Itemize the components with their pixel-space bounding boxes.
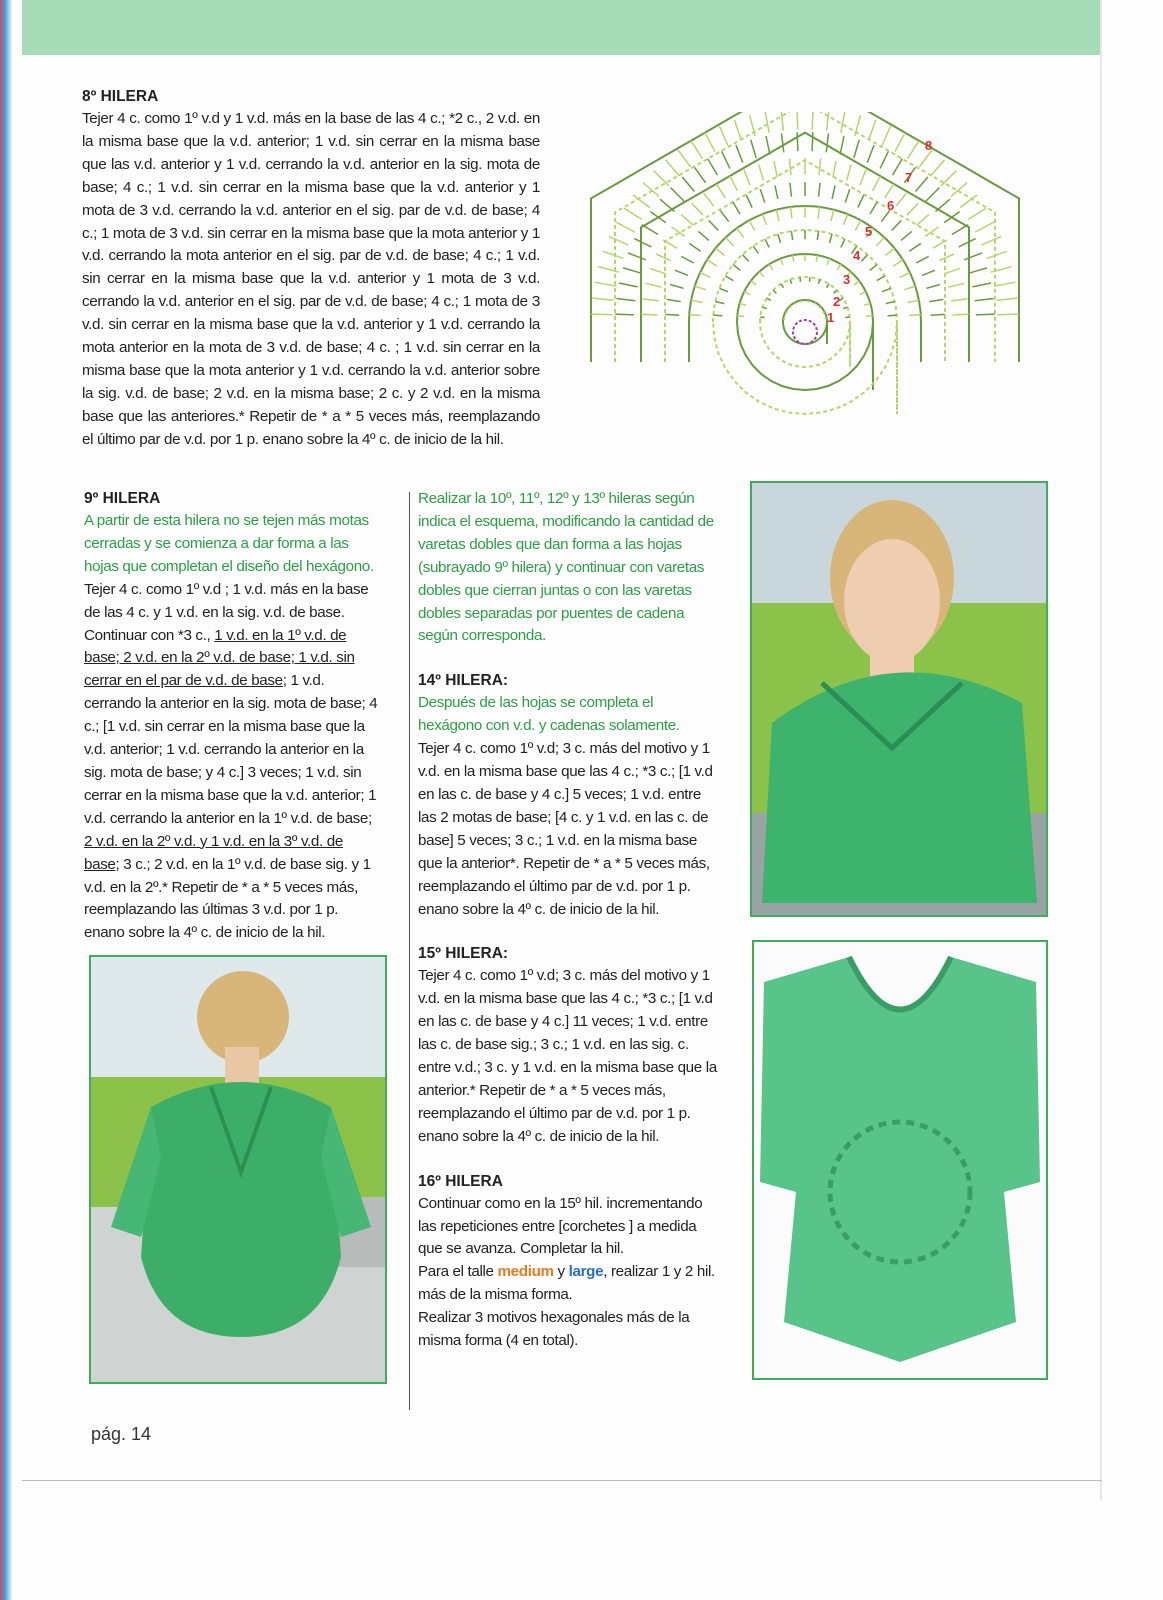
- diagram-stitch: [769, 264, 773, 270]
- diagram-stitch: [760, 189, 765, 202]
- row16-title: 16º HILERA: [418, 1172, 503, 1190]
- diagram-stitch: [726, 237, 734, 246]
- diagram-stitch: [642, 225, 658, 235]
- diagram-stitch: [959, 239, 976, 247]
- row14-text: Tejer 4 c. como 1º v.d; 3 c. más del motivo y 1 v.d. en la misma base que las 4 c.; *3 c.; [1 v.d en las c. de base y 4 c.] 5 veces; 1 v.d. entre las 2 motas de base; [4 c. y 1 v.d. en las c. de base] 5 veces; 3 c.; 1 v.d. en la misma base que la anterior*. Repetir de * a * 5 veces más, reemplazando el último par de v.d. por 1 p. enano sobre la 4º c. de inicio de la hil.: [418, 740, 713, 918]
- diagram-stitch: [864, 303, 871, 305]
- diagram-stitch: [888, 315, 897, 316]
- diagram-stitch: [867, 145, 874, 163]
- diagram-stitch: [737, 316, 744, 317]
- header-band: [22, 0, 1100, 55]
- diagram-stitch: [817, 231, 818, 240]
- diagram-stitch: [885, 184, 894, 198]
- diagram-stitch: [767, 298, 771, 300]
- diagram-stitch: [936, 199, 951, 211]
- diagram-stitch: [778, 234, 781, 243]
- diagram-stitch: [810, 277, 811, 282]
- diagram-stitch: [877, 237, 885, 246]
- diagram-stitch: [730, 176, 738, 191]
- diagram-stitch: [841, 112, 845, 133]
- diagram-stitch: [998, 314, 1019, 315]
- diagram-stitch: [719, 288, 728, 291]
- diagram-stitch: [833, 161, 836, 177]
- diagram-stitch: [749, 220, 755, 230]
- row16-sizes: [418, 1261, 718, 1307]
- row16-size-pre: Para el talle: [418, 1263, 498, 1281]
- diagram-stitch: [845, 317, 850, 318]
- diagram-stitch: [860, 292, 866, 295]
- diagram-stitch: [793, 255, 794, 262]
- diagram-stitch: [744, 292, 750, 295]
- diagram-stitch: [860, 170, 866, 185]
- diagram-stitch: [841, 239, 845, 247]
- diagram-stitch: [765, 239, 769, 247]
- diagram-stitch: [765, 112, 769, 133]
- row16-text3: Realizar 3 motivos hexagonales más de la misma forma (4 en total).: [418, 1309, 690, 1350]
- diagram-stitch: [681, 256, 693, 263]
- diagram-stitch: [705, 133, 715, 152]
- diagram-stitch: [634, 239, 651, 247]
- diagram-stitch: [628, 253, 646, 260]
- diagram-stitch: [861, 255, 867, 262]
- diagram-row-number: 3: [843, 272, 851, 287]
- diagram-stitch: [900, 273, 911, 278]
- row9-section: [84, 488, 382, 945]
- diagram-row-number: 1: [827, 310, 835, 325]
- row8-section: [82, 86, 540, 452]
- diagram-stitch: [709, 220, 719, 230]
- diagram-stitch: [665, 160, 679, 176]
- crochet-diagram: [560, 112, 1050, 437]
- diagram-stitch: [759, 272, 764, 277]
- diagram-stitch: [617, 299, 636, 301]
- row15-text: Tejer 4 c. como 1º v.d; 3 c. más del motivo y 1 v.d. en la misma base que las 4 c.; *3 c.; [1 v.d en las c. de base y 4 c.] 11 veces; 1 v.d. entre las c. de base sig.; 3 c.; 1 v.d. en las sig. c. entre v.d.; 3 c. y 1 v.d. en la misma base que la anterior.* Repetir de * a * 5 veces más, reemplazando el último par de v.d. por 1 p. enano sobre la 4º c. de inicio de la hil.: [418, 967, 717, 1145]
- diagram-row-number: 5: [865, 224, 873, 239]
- diagram-stitch: [832, 185, 835, 199]
- diagram-stitch: [708, 159, 718, 175]
- diagram-stitch: [925, 227, 938, 237]
- photo-garment-flat: [752, 940, 1048, 1380]
- diagram-stitch: [623, 268, 641, 273]
- diagram-stitch: [929, 299, 943, 301]
- diagram-stitch: [812, 132, 813, 151]
- diagram-stitch: [873, 176, 881, 191]
- column-divider: [409, 492, 410, 1410]
- diagram-stitch: [595, 282, 616, 286]
- diagram-stitch: [858, 195, 864, 208]
- diagram-stitch: [797, 112, 798, 130]
- diagram-stitch: [866, 316, 873, 317]
- diagram-stitch: [814, 302, 815, 304]
- diagram-round: [689, 206, 921, 362]
- diagram-stitch: [744, 170, 750, 185]
- diagram-row-number: 7: [905, 170, 913, 185]
- diagram-stitch: [982, 236, 1002, 245]
- diagram-stitch: [987, 251, 1007, 258]
- diagram-stitch: [812, 112, 813, 130]
- diagram-stitch: [713, 315, 722, 316]
- diagram-stitch: [975, 299, 994, 301]
- diagram-stitch: [716, 248, 725, 255]
- page-edge-left: [0, 0, 12, 1600]
- diagram-stitch: [800, 277, 801, 282]
- row9-underline-2: 2 v.d. en la 2º v.d. y 1 v.d. en la 3º v.d. de base: [84, 832, 343, 873]
- diagram-stitch: [789, 159, 791, 175]
- diagram-stitch: [885, 248, 894, 255]
- diagram-stitch: [847, 165, 852, 181]
- row15-title: 15º HILERA:: [418, 945, 509, 963]
- diagram-stitch: [969, 268, 987, 273]
- diagram-stitch: [877, 276, 885, 281]
- diagram-stitch: [715, 302, 724, 304]
- diagram-row-number: 8: [925, 138, 933, 153]
- diagram-stitch: [916, 177, 928, 192]
- diagram-stitch: [737, 228, 744, 237]
- size-medium: medium: [497, 1263, 554, 1281]
- diagram-stitch: [823, 312, 825, 313]
- diagram-stitch: [643, 299, 659, 301]
- diagram-stitch: [827, 259, 830, 265]
- diagram-stitch: [740, 303, 747, 305]
- diagram-stitch: [746, 195, 752, 208]
- diagram-stitch: [831, 210, 834, 221]
- diagram-stitch: [678, 150, 691, 167]
- diagram-stitch: [667, 299, 681, 301]
- diagram-stitch: [827, 284, 829, 288]
- diagram-stitch: [791, 207, 792, 219]
- row14-intro: Después de las hojas se completa el hexágono con v.d. y cadenas solamente.: [418, 694, 680, 735]
- diagram-stitch: [795, 302, 796, 304]
- diagram-stitch: [775, 185, 778, 199]
- diagram-stitch: [733, 202, 740, 214]
- diagram-stitch: [695, 286, 706, 290]
- diagram-stitch: [700, 273, 711, 278]
- diagram-stitch: [725, 276, 733, 281]
- diagram-stitch: [926, 285, 940, 289]
- size-large: large: [568, 1263, 604, 1281]
- diagram-stitch: [707, 260, 717, 266]
- diagram-stitch: [892, 220, 902, 230]
- diagram-stitch: [789, 306, 791, 308]
- diagram-stitch: [716, 184, 725, 198]
- diagram-stitch: [909, 315, 921, 316]
- row16-text1: Continuar como en la 15º hil. incrementando las repeticiones entre [corchetes ] a medida que se avanza. Completar la hil.: [418, 1194, 703, 1258]
- diagram-stitch: [909, 243, 921, 251]
- row8-text: Tejer 4 c. como 1º v.d y 1 v.d. más en la base de las 4 c.; *2 c., 2 v.d. en la misma base que la v.d. anterior; 1 v.d. sin cerrar en la misma base que las v.d. anterior y 1 v.d. cerrando la v.d. anterior en la sig. mota de base; 4 c.; 1 v.d. sin cerrar en la misma base que la v.d. anterior y 1 mota de 3 v.d. cerrando la v.d. anterior en el sig. par de v.d. de base; 4 c.; 1 mota de 3 v.d. sin cerrar en la misma base que la mota anterior y 1 v.d. cerrando la mota anterior en el sig. par de v.d. de base; 4 c.; 1 v.d. sin cerrar en la misma base que la v.d. anterior y 1 mota de 3 v.d. cerrando la v.d. anterior en el sig. par de v.d. de base; 4 c.; 1 mota de 3 v.d. sin cerrar en la misma base que la v.d. anterior y 1 v.d. cerrando la mota anterior en la mota de 3 v.d. de base; 4 c. ; 1 v.d. sin cerrar en la misma base que la mota anterior y 1 v.d. cerrando la v.d. anterior sobre la sig. v.d. de base; 2 v.d. en la misma base; 2 c. y 2 v.d. en la misma base que las anteriores.* Repetir de * a * 5 veces más, reemplazando el último par de v.d. por 1 p. enano sobre la 4º c. de inicio de la hil.: [82, 110, 540, 448]
- diagram-stitch: [609, 236, 629, 245]
- diagram-stitch: [960, 195, 977, 208]
- page-edge-right: [1100, 0, 1102, 1500]
- diagram-stitch: [952, 314, 968, 315]
- diagram-stitch: [660, 199, 675, 211]
- diagram-stitch: [951, 299, 967, 301]
- row9-text-part1: Tejer 4 c. como 1º v.d ; 1 v.d. más en la base de las 4 c. y 1 v.d. en la sig. v.d. de base. Continuar con *3 c.,: [84, 580, 369, 644]
- row9-text-part3: ; 3 c.; 2 v.d. en la 1º v.d. de base sig. y 1 v.d. en la 2º.* Repetir de * a * 5 veces más, reemplazando las últimas 3 v.d. por 1 p. enano sobre la 4º c. de inicio de la hil.: [84, 855, 371, 942]
- diagram-stitch: [782, 134, 784, 153]
- diagram-stitch: [656, 254, 671, 261]
- diagram-stitch: [837, 264, 841, 270]
- diagram-stitch: [945, 268, 961, 273]
- diagram-stitch: [774, 161, 777, 177]
- diagram-stitch: [854, 281, 860, 285]
- diagram-stitch: [926, 188, 940, 202]
- diagram-stitch: [615, 314, 634, 315]
- diagram-stitch: [907, 203, 918, 215]
- diagram-stitch: [773, 290, 776, 293]
- diagram-stitch: [931, 314, 945, 315]
- diagram-stitch: [939, 254, 954, 261]
- diagram-stitch: [689, 315, 701, 316]
- diagram-stitch: [753, 246, 758, 254]
- diagram-stitch: [952, 225, 968, 235]
- row9-text: [84, 579, 382, 946]
- diagram-stitch: [893, 159, 903, 175]
- diagram-stitch: [691, 300, 702, 302]
- diagram-stitch: [591, 314, 612, 315]
- diagram-stitch: [675, 270, 688, 275]
- row16-size-post: , realizar 1 y 2 hil. más de la misma forma.: [418, 1263, 715, 1304]
- diagram-stitch: [751, 140, 756, 158]
- row9-title: 9º HILERA: [84, 490, 161, 507]
- diagram-stitch: [641, 314, 657, 315]
- diagram-stitch: [722, 151, 730, 168]
- diagram-stitch: [845, 189, 850, 202]
- diagram-stitch: [650, 268, 666, 273]
- row9-underline-1: 1 v.d. en la 1º v.d. de base; 2 v.d. en la 2º v.d. de base; 1 v.d. sin cerrar en el par de v.d. de base: [84, 626, 355, 690]
- diagram-stitch: [917, 215, 929, 226]
- diagram-stitch: [896, 193, 906, 206]
- diagram-stitch: [948, 283, 964, 287]
- diagram-stitch: [816, 255, 817, 262]
- diagram-stitch: [603, 251, 623, 258]
- diagram-stitch: [671, 188, 685, 202]
- diagram-stitch: [665, 314, 679, 315]
- diagram-center-ring: [793, 320, 817, 344]
- diagram-stitch: [968, 208, 986, 219]
- middle-column: [418, 488, 718, 1353]
- diagram-stitch: [790, 183, 792, 197]
- diagram-stitch: [870, 202, 877, 214]
- photo-back-view: [89, 955, 387, 1384]
- row16-size-mid: y: [553, 1263, 569, 1281]
- diagram-stitch: [829, 234, 832, 243]
- diagram-stitch: [780, 259, 783, 265]
- diagram-stitch: [886, 302, 895, 304]
- diagram-stitch: [855, 220, 861, 230]
- diagram-stitch-marks: [591, 112, 1019, 319]
- diagram-stitch: [996, 298, 1017, 300]
- diagram-stitch: [818, 207, 819, 219]
- row9-text-part2: ; 1 v.d. cerrando la anterior en la sig. mota de base; 4 c.; [1 v.d. sin cerrar en la misma base que la v.d. anterior; 1 v.d. cerrando la anterior en la sig. mota de base; y 4 c.] 3 veces; 1 v.d. sin cerrar en la misma base que la v.d. anterior; 1 v.d. cerrando la anterior en la 1º v.d. de base;: [84, 672, 378, 827]
- diagram-stitch: [904, 286, 915, 290]
- diagram-stitch: [880, 151, 888, 168]
- diagram-stitch: [751, 281, 757, 285]
- diagram-stitch: [964, 253, 982, 260]
- diagram-stitch: [931, 160, 945, 176]
- diagram-stitch: [633, 195, 650, 208]
- diagram-stitch: [689, 243, 701, 251]
- diagram-row-number: 2: [833, 294, 841, 309]
- diagram-stitch: [797, 132, 798, 151]
- diagram-stitch: [733, 265, 740, 271]
- diagram-round: [737, 254, 873, 390]
- diagram-stitch: [819, 306, 821, 308]
- diagram-stitch: [840, 136, 844, 155]
- diagram-stitch: [843, 214, 847, 225]
- diagram-stitch: [882, 288, 891, 291]
- diagram-stitch: [719, 126, 728, 146]
- diagram-stitch: [704, 193, 714, 206]
- diagram-rings: [591, 112, 1019, 414]
- diagram-stitch: [819, 183, 821, 197]
- diagram-stitch: [760, 317, 765, 318]
- diagram-stitch: [616, 222, 635, 232]
- diagram-stitch: [893, 260, 903, 266]
- diagram-stitch: [695, 167, 706, 182]
- diagram-stitch: [908, 141, 919, 159]
- diagram-stitch: [624, 208, 642, 219]
- diagram-stitch: [941, 171, 956, 186]
- diagram-stitch: [901, 231, 912, 240]
- diagram-stitch: [698, 231, 709, 240]
- diagram-stitch: [592, 298, 613, 300]
- diagram-stitch: [776, 210, 779, 221]
- diagram-stitch: [975, 222, 994, 232]
- photo-model-front: [750, 481, 1048, 917]
- diagram-stitch: [766, 136, 770, 155]
- diagram-stitch: [791, 231, 792, 240]
- diagram-stitch: [682, 177, 694, 192]
- diagram-stitch: [720, 211, 728, 222]
- diagram-stitch: [870, 265, 877, 271]
- diagram-stitch: [785, 312, 787, 313]
- diagram-stitch: [736, 145, 743, 163]
- diagram-stitch: [994, 282, 1015, 286]
- diagram-stitch: [762, 214, 766, 225]
- row9-intro: A partir de esta hilera no se tejen más motas cerradas y se comienza a dar forma a las hojas que completan el diseño del hexágono.: [84, 512, 374, 575]
- rows10-13-text: Realizar la 10º, 11º, 12º y 13º hileras según indica el esquema, modificando la cantidad de varetas dobles que dan forma a las hojas (subrayado 9º hilera) y continuar con varetas dobles que cierran juntas o con las varetas dobles separadas por puentes de cadena según corresponda.: [418, 490, 714, 645]
- diagram-row-number: 4: [853, 248, 861, 263]
- diagram-stitch: [826, 134, 828, 153]
- page-number: pág. 14: [91, 1424, 152, 1444]
- diagram-stitch: [691, 141, 702, 159]
- diagram-stitch: [916, 256, 928, 263]
- diagram-stitch: [895, 133, 905, 152]
- diagram-stitch: [819, 159, 821, 175]
- diagram-stitch: [781, 284, 783, 288]
- row14-title: 14º HILERA:: [418, 672, 509, 690]
- diagram-stitch: [854, 140, 859, 158]
- diagram-stitch: [692, 203, 703, 215]
- diagram-stitch: [646, 283, 662, 287]
- diagram-stitch: [734, 120, 741, 140]
- diagram-stitch: [654, 171, 669, 186]
- diagram-stitch: [882, 126, 891, 146]
- row8-title: 8º HILERA: [82, 88, 159, 105]
- diagram-stitch: [742, 255, 748, 262]
- diagram-stitch: [869, 120, 876, 140]
- diagram-stitch: [972, 283, 991, 287]
- diagram-stitch: [976, 314, 995, 315]
- diagram-stitch: [922, 270, 935, 275]
- bottom-rule: [22, 1480, 1102, 1481]
- diagram-stitch: [619, 283, 638, 287]
- diagram-stitch: [759, 165, 764, 181]
- diagram-stitch: [908, 300, 919, 302]
- diagram-row-number: 6: [887, 198, 895, 213]
- diagram-stitch: [834, 290, 837, 293]
- diagram-stitch: [670, 285, 684, 289]
- diagram-stitch: [681, 215, 693, 226]
